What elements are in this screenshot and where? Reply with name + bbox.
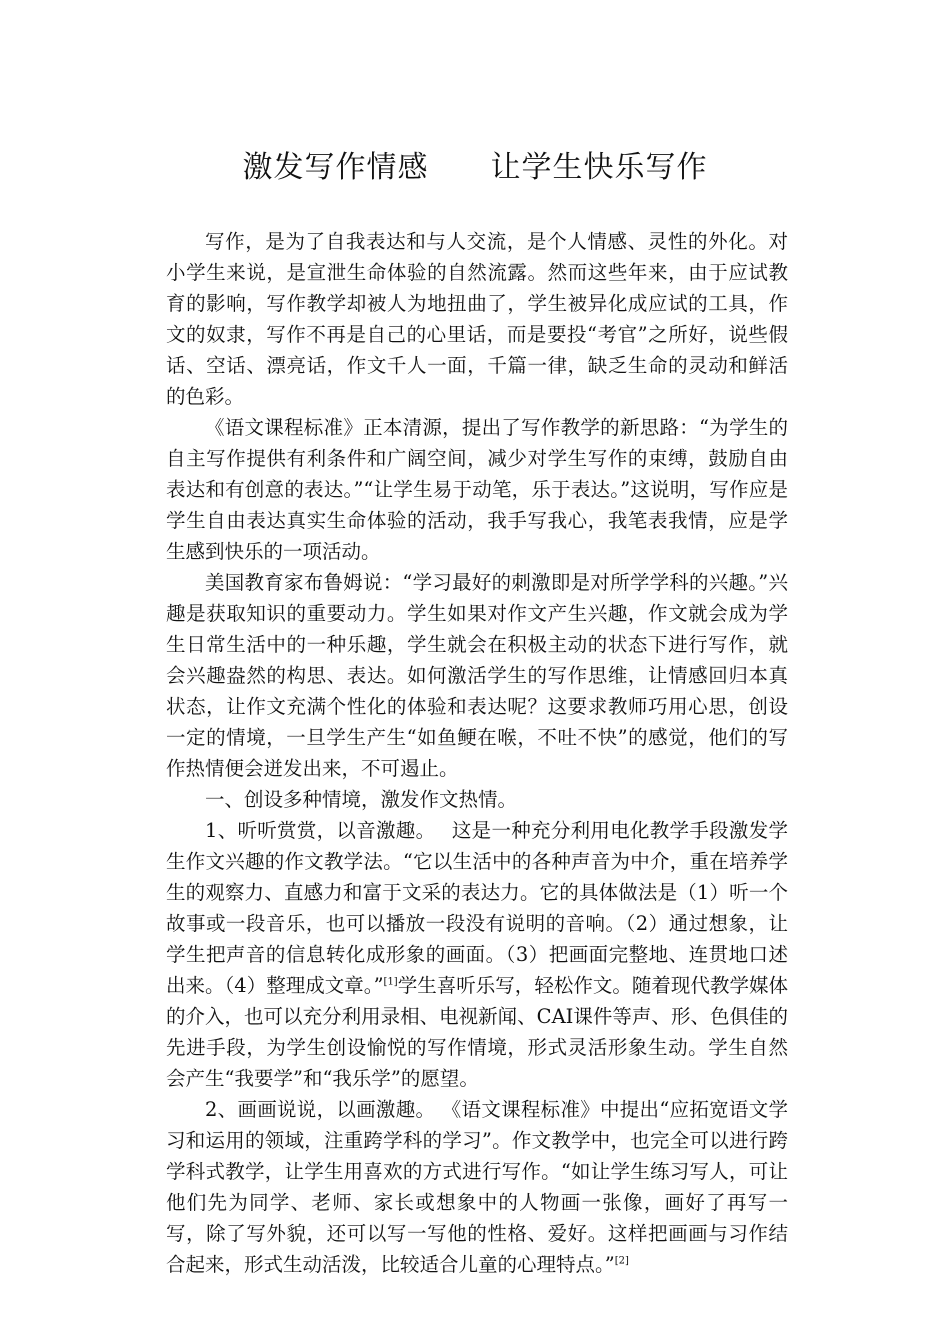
paragraph-bloom-quote [166, 567, 788, 784]
citation-ref-1[interactable]: [1] [383, 976, 398, 988]
paragraph-listen-appreciate [166, 815, 788, 1094]
paragraph-text: 2、画画说说，以画激趣。 《语文课程标准》中提出“应拓宽语文学习和运用的领域，注重跨学科的学习”。作文教学中，也完全可以进行跨学科式教学，让学生用喜欢的方式进行写作。“如让学生练习写人，可让他们先为同学、老师、家长或想象中的人物画一张像，画好了再写一写，除了写外貌，还可以写一写他的性格、爱好。这样把画画与习作结合起来，形式生动活泼，比较适合儿童的心理特点。” [166, 1098, 788, 1276]
document-body [166, 226, 788, 1280]
section-heading-1 [166, 784, 788, 815]
paragraph-text: 美国教育家布鲁姆说：“学习最好的刺激即是对所学学科的兴趣。”兴趣是获取知识的重要动力。学生如果对作文产生兴趣，作文就会成为学生日常生活中的一种乐趣，学生就会在积极主动的状态下进行写作，就会兴趣盎然的构思、表达。如何激活学生的写作思维，让情感回归本真状态，让作文充满个性化的体验和表达呢？这要求教师巧用心思，创设一定的情境，一旦学生产生“如鱼鲠在喉，不吐不快”的感觉，他们的写作热情便会迸发出来，不可遏止。 [166, 571, 788, 780]
page-title: 激发写作情感 让学生快乐写作 [242, 150, 708, 185]
citation-ref-2[interactable]: [2] [614, 1255, 629, 1267]
paragraph-curriculum-standard [166, 412, 788, 567]
paragraph-intro [166, 226, 788, 412]
paragraph-draw-speak [166, 1094, 788, 1280]
paragraph-text: 写作，是为了自我表达和与人交流，是个人情感、灵性的外化。对小学生来说，是宣泄生命体验的自然流露。然而这些年来，由于应试教育的影响，写作教学却被人为地扭曲了，学生被异化成应试的工具，作文的奴隶，写作不再是自己的心里话，而是要投“考官”之所好，说些假话、空话、漂亮话，作文千人一面，千篇一律，缺乏生命的灵动和鲜活的色彩。 [166, 230, 788, 408]
paragraph-text: 1、听听赏赏，以音激趣。 这是一种充分利用电化教学手段激发学生作文兴趣的作文教学法。“它以生活中的各种声音为中介，重在培养学生的观察力、直感力和富于文采的表达力。它的具体做法是（1）听一个故事或一段音乐，也可以播放一段没有说明的音响。（2）通过想象，让学生把声音的信息转化成形象的画面。（3）把画面完整地、连贯地口述出来。（4）整理成文章。” [166, 819, 788, 997]
paragraph-text: 《语文课程标准》正本清源，提出了写作教学的新思路：“为学生的自主写作提供有利条件和广阔空间，减少对学生写作的束缚，鼓励自由表达和有创意的表达。”“让学生易于动笔，乐于表达。”这说明，写作应是学生自由表达真实生命体验的活动，我手写我心，我笔表我情，应是学生感到快乐的一项活动。 [166, 416, 788, 563]
section-heading-text: 一、创设多种情境，激发作文热情。 [205, 788, 518, 811]
paragraph-text-continued: 学生喜听乐写，轻松作文。随着现代教学媒体的介入，也可以充分利用录相、电视新闻、CAI课件等声、形、色俱佳的先进手段，为学生创设愉悦的写作情境，形式灵活形象生动。学生自然会产生“我要学”和“我乐学”的愿望。 [166, 974, 788, 1090]
